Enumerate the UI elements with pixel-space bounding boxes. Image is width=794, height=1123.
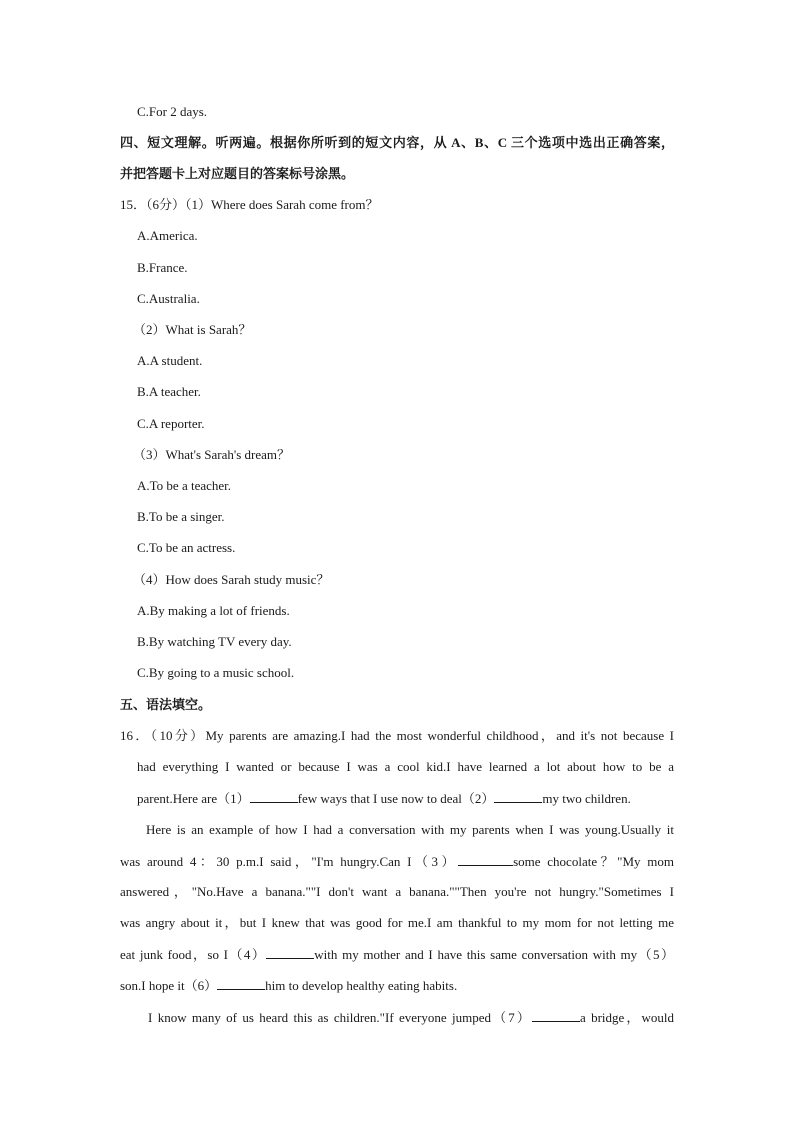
question-15-3: （3）What's Sarah's dream？ (133, 447, 291, 462)
blank-3[interactable] (458, 853, 513, 866)
passage-text: with my mother and I have this same conversation with my（5） (314, 947, 674, 962)
q15-3-option-c: C.To be an actress. (137, 540, 236, 555)
q15-2-option-b: B.A teacher. (137, 384, 201, 399)
option-c-prev: C.For 2 days. (137, 104, 208, 119)
section-4-title-cont: 并把答题卡上对应题目的答案标号涂黑。 (120, 166, 355, 181)
passage-text: few ways that I use now to deal（2） (297, 791, 495, 806)
section-5-title: 五、语法填空。 (120, 697, 212, 712)
passage-line-2: had everything I wanted or because I was a cool kid.I have learned a lot about how to be a (137, 759, 674, 774)
passage-text: son.I hope it（6） (120, 978, 218, 993)
q15-3-option-a: A.To be a teacher. (137, 478, 232, 493)
passage-text: was around 4：30 p.m.I said，"I'm hungry.Can I（3） (120, 854, 459, 869)
passage-text: parent.Here are（1） (137, 791, 250, 806)
question-15-2: （2）What is Sarah？ (133, 322, 252, 337)
q15-3-option-b: B.To be a singer. (137, 509, 225, 524)
q15-4-option-c: C.By going to a music school. (137, 665, 295, 680)
passage-para-2-line-5 (120, 946, 674, 963)
passage-text: eat junk food，so I（4） (120, 947, 267, 962)
blank-4[interactable] (266, 946, 314, 959)
question-15-4: （4）How does Sarah study music？ (133, 572, 330, 587)
passage-para-2-line-6 (120, 977, 457, 994)
q15-1-option-b: B.France. (137, 260, 188, 275)
question-15-1: 15．（6分）（1）Where does Sarah come from？ (120, 197, 379, 212)
passage-text: him to develop healthy eating habits. (265, 978, 458, 993)
question-16-line-1: 16．（10分）My parents are amazing.I had the most wonderful childhood，and it's not because I (120, 728, 674, 743)
blank-1[interactable] (250, 790, 298, 803)
q15-1-option-a: A.America. (137, 228, 198, 243)
q15-4-option-a: A.By making a lot of friends. (137, 603, 290, 618)
passage-text: I know many of us heard this as children."If everyone jumped（7） (148, 1010, 532, 1025)
q15-1-option-c: C.Australia. (137, 291, 200, 306)
q15-4-option-b: B.By watching TV every day. (137, 634, 292, 649)
passage-para-2-line-4: was angry about it，but I knew that was good for me.I am thankful to my mom for not letting me (120, 915, 674, 930)
passage-para-2-line-1: Here is an example of how I had a conversation with my parents when I was young.Usually it (146, 822, 674, 837)
blank-6[interactable] (217, 977, 265, 990)
passage-text: a bridge，would (579, 1010, 674, 1025)
passage-line-3 (137, 790, 631, 807)
passage-para-2-line-2 (120, 853, 674, 870)
q15-2-option-c: C.A reporter. (137, 416, 205, 431)
passage-text: some chocolate？"My mom (513, 854, 674, 869)
passage-text: my two children. (542, 791, 631, 806)
q15-2-option-a: A.A student. (137, 353, 203, 368)
passage-para-3-line-1 (148, 1009, 674, 1026)
blank-7[interactable] (532, 1009, 580, 1022)
passage-para-2-line-3: answered，"No.Have a banana.""I don't want a banana.""Then you're not hungry."Sometimes I (120, 884, 674, 899)
section-4-title: 四、短文理解。听两遍。根据你所听到的短文内容，从 A、B、C 三个选项中选出正确答案， (120, 135, 674, 150)
blank-2[interactable] (494, 790, 542, 803)
